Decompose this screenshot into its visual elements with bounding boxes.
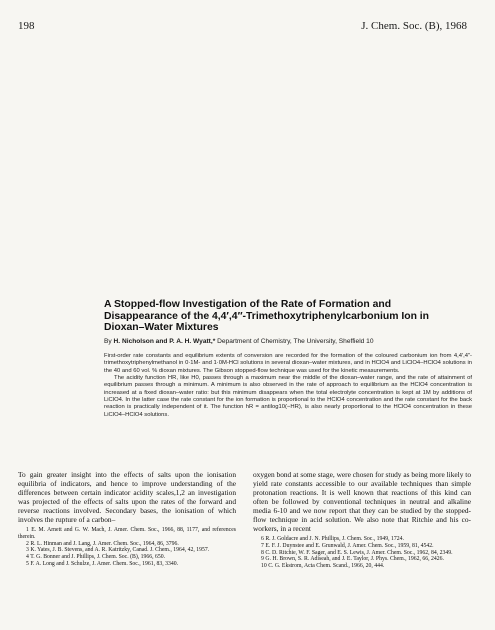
footnote: 1 E. M. Arnett and G. W. Mach, J. Amer. Chem. Soc., 1966, 88, 1177, and references therein. <box>18 527 236 540</box>
abstract-paragraph: The acidity function HR, like H0, passes through a maximum near the middle of the dioxan–water range, and the rate of attainment of equilibrium passes through a minimum. A minimum is also observed in the rate of approach to equilibrium as the HClO4 concentration is increased at a fixed dioxan–water ratio: but this minimum disappears when the total electrolyte concentration is kept at 1M by additions of LiClO4. In the latter case the rate constant for the ion formation is proportional to the HClO4 concentration and the rate constant for the back reaction is practically independent of it. The function hR = antilog10(−HR), is also nearly proportional to the HClO4 concentration in these LiClO4–HClO4 solutions. <box>104 375 472 418</box>
footnotes <box>18 527 236 567</box>
footnote: 3 K. Yates, J. B. Stevens, and A. R. Katritzky, Canad. J. Chem., 1964, 42, 1957. <box>26 547 210 554</box>
footnote: 6 R. J. Goldacre and J. N. Phillips, J. Chem. Soc., 1949, 1724. <box>261 536 404 543</box>
footnotes <box>253 536 471 569</box>
left-column <box>18 470 236 567</box>
footnote: 7 E. F. J. Duynstee and E. Grunwald, J. Amer. Chem. Soc., 1959, 81, 4542. <box>261 542 434 549</box>
affiliation: Department of Chemistry, The University, Sheffield 10 <box>217 338 374 345</box>
body-text: oxygen bond at some stage, were chosen for study as being more likely to yield rate constants accessible to our available techniques than simple protonation reactions. It is well known that reactions of this kind can often be followed by conventional techniques in neutral and alkaline media 6-10 and we now report that they can be studied by the stopped-flow technique in acid solution. We also note that Ritchie and his co-workers, in a recent <box>253 470 471 534</box>
journal-header: J. Chem. Soc. (B), 1968 <box>361 20 467 32</box>
right-column <box>253 470 471 570</box>
footnote: 9 G. H. Brown, S. R. Adiseah, and J. E. Taylor, J. Phys. Chem., 1962, 66, 2426. <box>261 556 444 563</box>
abstract-paragraph: First-order rate constants and equilibrium extents of conversion are recorded for the formation of the coloured carbonium ion from 4,4′,4″-trimethoxytriphenylmethanol in 0·1M- and 1·0M-HCl solutions in several dioxan–water mixtures, and in HClO4 and LiClO4–HClO4 solutions in the 40 and 60 vol. % dioxan mixtures. The Gibson stopped-flow technique was used for the kinetic measurements. <box>104 353 472 374</box>
footnote: 4 T. G. Bonner and J. Phillips, J. Chem. Soc. (B), 1966, 650. <box>26 553 166 560</box>
by-label: By <box>104 338 112 345</box>
body-text: To gain greater insight into the effects of salts upon the ionisation equilibria of indicators, and hence to improve understanding of the differences between certain indicator acidity scales,1,2 an investigation was projected of the effects of salts upon the rates of the forward and reverse reactions involved. Secondary bases, the ionisation of which involves the rupture of a carbon– <box>18 470 236 525</box>
page-number: 198 <box>18 20 35 32</box>
footnote: 8 C. D. Ritchie, W. F. Sager, and E. S. Lewis, J. Amer. Chem. Soc., 1962, 84, 2349. <box>261 549 453 556</box>
footnote: 5 F. A. Long and J. Schulze, J. Amer. Chem. Soc., 1961, 83, 3340. <box>26 560 179 567</box>
footnote: 2 R. L. Hinman and J. Lang, J. Amer. Chem. Soc., 1964, 86, 3796. <box>26 540 179 547</box>
article-title: A Stopped-flow Investigation of the Rate of Formation and Disappearance of the 4,4′,4″-Trimethoxytriphenylcarbonium Ion in Dioxan–Water Mixtures <box>104 299 430 333</box>
footnote: 10 C. G. Ekstrom, Acta Chem. Scand., 1966, 20, 444. <box>261 562 385 569</box>
author-names: H. Nicholson and P. A. H. Wyatt,* <box>113 338 216 345</box>
author-line <box>104 338 474 346</box>
abstract <box>104 353 472 419</box>
